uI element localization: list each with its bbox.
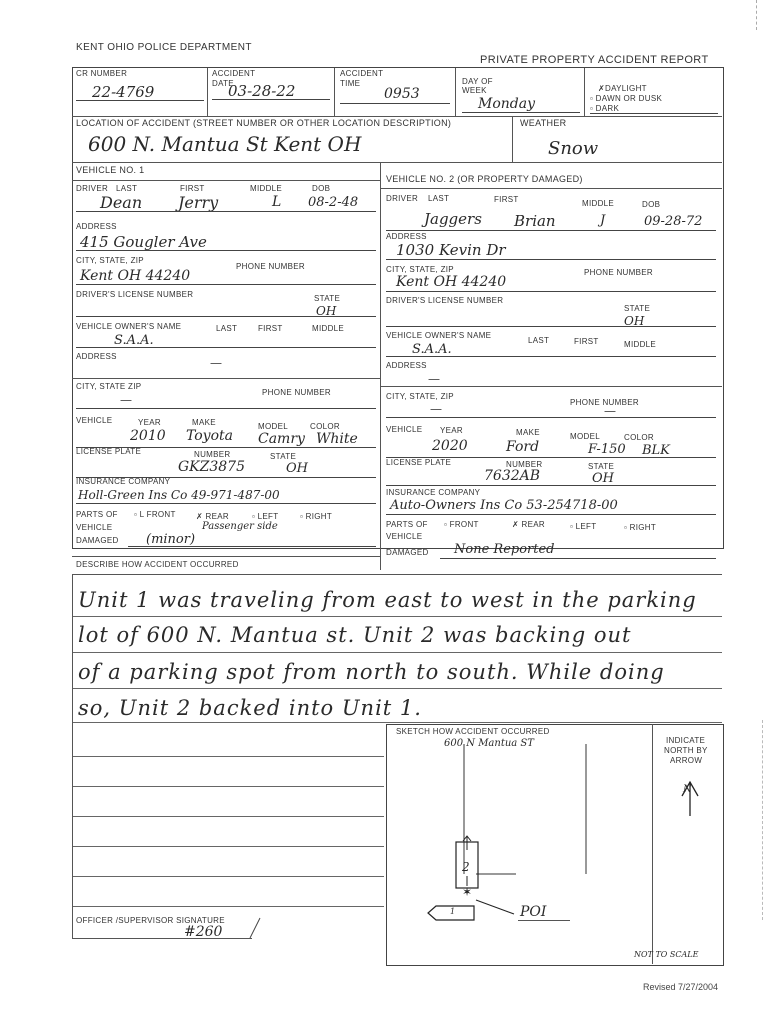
v2-color-label: COLOR <box>624 433 654 442</box>
v2-owner-label: VEHICLE OWNER'S NAME <box>386 331 492 340</box>
v1-owner-last-label: LAST <box>216 324 238 333</box>
v2-last-label: LAST <box>428 194 450 203</box>
cr-number-value: 22-4769 <box>92 83 155 101</box>
v1-part-front: ▫ L FRONT <box>134 510 176 519</box>
dow-label-1: DAY OF <box>462 77 493 86</box>
v2-insurance: Auto-Owners Ins Co 53-254718-00 <box>390 498 618 513</box>
v1-parts-label-3: DAMAGED <box>76 536 119 545</box>
v2-city-label: CITY, STATE, ZIP <box>386 265 454 274</box>
poi-star-icon: ✶ <box>461 885 473 899</box>
location-label: LOCATION OF ACCIDENT (STREET NUMBER OR OTHER LOCATION DESCRIPTION) <box>76 118 452 128</box>
v1-plate-number-label: NUMBER <box>194 450 231 459</box>
v2-make: Ford <box>506 439 540 455</box>
v1-damage: (minor) <box>146 532 196 547</box>
v2-plate-state-label: STATE <box>588 462 615 471</box>
v2-parts-label-3: DAMAGED <box>386 548 429 557</box>
v1-owner-first-label: FIRST <box>258 324 283 333</box>
v1-insurance: Holl-Green Ins Co 49-971-487-00 <box>78 488 280 502</box>
v1-phone-label: PHONE NUMBER <box>236 262 305 271</box>
x-mark-icon: ✗ <box>512 520 520 529</box>
v2-part-front: ▫ FRONT <box>444 520 479 529</box>
v1-driver-first: Jerry <box>178 193 219 212</box>
v1-owner-address-label: ADDRESS <box>76 352 117 361</box>
v1-driver-dob: 08-2-48 <box>308 195 359 210</box>
north-glyph: N <box>683 784 692 795</box>
light-daylight: ✗DAYLIGHT <box>598 84 647 93</box>
v1-parts-label-2: VEHICLE <box>76 523 113 532</box>
margin-mark <box>756 0 757 30</box>
v1-license-label: DRIVER'S LICENSE NUMBER <box>76 290 194 299</box>
date-label-2: DATE <box>212 79 234 88</box>
v2-plate-label: LICENSE PLATE <box>386 458 452 467</box>
v2-middle-label: MIDDLE <box>582 199 615 208</box>
v1-model: Camry <box>258 431 305 447</box>
v2-year-label: YEAR <box>440 426 463 435</box>
accident-date-value: 03-28-22 <box>228 82 296 100</box>
indicate-north-2: NORTH BY <box>664 746 708 755</box>
v1-license-state-label: STATE <box>314 294 341 303</box>
x-mark-icon: ✗ <box>196 512 204 521</box>
x-mark-icon: ✗ <box>598 84 606 93</box>
v2-plate-number: 7632AB <box>484 468 541 484</box>
v2-license-label: DRIVER'S LICENSE NUMBER <box>386 296 504 305</box>
v2-part-left: ▫ LEFT <box>570 522 597 531</box>
v1-part-left: ▫ LEFT <box>252 512 279 521</box>
v2-phone-label: PHONE NUMBER <box>584 268 653 277</box>
vehicle2-heading: VEHICLE NO. 2 (OR PROPERTY DAMAGED) <box>386 174 583 184</box>
v2-vehicle-label: VEHICLE <box>386 425 423 434</box>
v1-owner-middle-label: MIDDLE <box>312 324 345 333</box>
v2-owner: S.A.A. <box>412 342 452 357</box>
v1-vehicle-label: VEHICLE <box>76 416 113 425</box>
sketch-label: SKETCH HOW ACCIDENT OCCURRED <box>396 727 550 736</box>
v1-owner-city: — <box>120 393 132 407</box>
v2-address-label: ADDRESS <box>386 232 427 241</box>
v1-address-label: ADDRESS <box>76 222 117 231</box>
indicate-north-1: INDICATE <box>666 736 706 745</box>
v1-address: 415 Gougler Ave <box>80 233 207 251</box>
v1-plate-state: OH <box>286 461 308 476</box>
v2-part-rear: ✗ REAR <box>512 520 545 529</box>
v2-part-right: ▫ RIGHT <box>624 523 657 532</box>
v1-insurance-label: INSURANCE COMPANY <box>76 477 171 486</box>
v2-make-label: MAKE <box>516 428 540 437</box>
v1-dob-label: DOB <box>312 184 331 193</box>
poi-pointer <box>476 900 514 914</box>
v1-year: 2010 <box>130 428 166 444</box>
v2-owner-middle-label: MIDDLE <box>624 340 657 349</box>
v2-owner-city-label: CITY, STATE, ZIP <box>386 392 454 401</box>
v2-parts-label-1: PARTS OF <box>386 520 428 529</box>
v1-color-label: COLOR <box>310 422 340 431</box>
weather-label: WEATHER <box>520 118 567 128</box>
v1-plate-state-label: STATE <box>270 452 297 461</box>
v2-owner-city: — <box>430 402 442 416</box>
description-line-3: of a parking spot from north to south. While doing <box>78 660 665 684</box>
revised-date: Revised 7/27/2004 <box>643 982 719 992</box>
v2-driver-first: Brian <box>514 212 556 230</box>
sketch-location-note: 600 N Mantua ST <box>444 738 534 749</box>
v1-owner-address: — <box>210 356 222 370</box>
date-label-1: ACCIDENT <box>212 69 256 78</box>
v2-dob-label: DOB <box>642 200 661 209</box>
cr-number-label: CR NUMBER <box>76 69 128 78</box>
weather-value: Snow <box>548 138 599 159</box>
v2-model: F-150 <box>588 442 626 457</box>
signature-value: #260 <box>184 924 223 940</box>
v1-make: Toyota <box>186 428 233 444</box>
sketch-drawing <box>386 724 722 964</box>
v1-owner: S.A.A. <box>114 333 154 348</box>
margin-mark <box>762 720 763 920</box>
v2-driver-label: DRIVER <box>386 194 419 203</box>
poi-label: POI <box>520 904 547 920</box>
time-label-2: TIME <box>340 79 361 88</box>
v2-driver-middle: J <box>600 213 606 228</box>
v1-middle-label: MIDDLE <box>250 184 283 193</box>
v1-color: White <box>316 431 358 447</box>
v2-city: Kent OH 44240 <box>396 274 507 290</box>
v1-city: Kent OH 44240 <box>80 268 191 284</box>
v1-part-rear: ✗ REAR <box>196 512 229 521</box>
location-value: 600 N. Mantua St Kent OH <box>88 132 362 156</box>
description-line-2: lot of 600 N. Mantua st. Unit 2 was backing out <box>78 623 632 647</box>
v2-license-state: OH <box>624 314 645 328</box>
report-title: PRIVATE PROPERTY ACCIDENT REPORT <box>480 54 709 66</box>
v1-city-label: CITY, STATE, ZIP <box>76 256 144 265</box>
v1-owner-phone-label: PHONE NUMBER <box>262 388 331 397</box>
v2-model-label: MODEL <box>570 432 600 441</box>
v2-first-label: FIRST <box>494 195 519 204</box>
v1-license-state: OH <box>316 304 337 318</box>
department-name: KENT OHIO POLICE DEPARTMENT <box>76 42 252 53</box>
indicate-north-3: ARROW <box>670 756 703 765</box>
v2-parts-label-2: VEHICLE <box>386 532 423 541</box>
unit2-label: 2 <box>462 860 470 874</box>
v1-year-label: YEAR <box>138 418 161 427</box>
v1-model-label: MODEL <box>258 422 288 431</box>
v2-plate-state: OH <box>592 471 614 486</box>
v2-damage: None Reported <box>454 542 555 557</box>
vehicle1-heading: VEHICLE NO. 1 <box>76 165 145 175</box>
time-label-1: ACCIDENT <box>340 69 384 78</box>
v1-owner-city-label: CITY, STATE ZIP <box>76 382 142 391</box>
v1-parts-label-1: PARTS OF <box>76 510 118 519</box>
v2-owner-address-label: ADDRESS <box>386 361 427 370</box>
v1-parts-note: Passenger side <box>202 521 278 532</box>
cr-number-field <box>76 100 204 101</box>
v1-make-label: MAKE <box>192 418 216 427</box>
scale-note: NOT TO SCALE <box>634 950 699 959</box>
v2-owner-address: — <box>428 372 440 386</box>
accident-time-value: 0953 <box>384 86 420 102</box>
v2-owner-last-label: LAST <box>528 336 550 345</box>
v1-driver-last: Dean <box>100 193 143 212</box>
v2-color: BLK <box>642 443 670 458</box>
v2-plate-number-label: NUMBER <box>506 460 543 469</box>
v2-address: 1030 Kevin Dr <box>396 241 506 259</box>
dow-label-2: WEEK <box>462 86 487 95</box>
v2-owner-phone: — <box>604 404 616 418</box>
unit1-label: 1 <box>450 907 456 916</box>
v1-plate-label: LICENSE PLATE <box>76 447 142 456</box>
signature-slash <box>246 916 266 940</box>
light-dark: ▫ DARK <box>590 104 620 113</box>
signature-label: OFFICER /SUPERVISOR SIGNATURE <box>76 916 225 925</box>
v1-part-right: ▫ RIGHT <box>300 512 333 521</box>
v2-owner-first-label: FIRST <box>574 337 599 346</box>
v2-year: 2020 <box>432 438 468 454</box>
v2-license-state-label: STATE <box>624 304 651 313</box>
day-of-week-value: Monday <box>478 96 535 112</box>
v2-driver-last: Jaggers <box>424 210 482 228</box>
v1-owner-label: VEHICLE OWNER'S NAME <box>76 322 182 331</box>
v1-driver-label: DRIVER <box>76 184 109 193</box>
light-dawn-dusk: ▫ DAWN OR DUSK <box>590 94 663 103</box>
v2-owner-phone-label: PHONE NUMBER <box>570 398 639 407</box>
description-line-1: Unit 1 was traveling from east to west in the parking <box>78 588 697 612</box>
v2-insurance-label: INSURANCE COMPANY <box>386 488 481 497</box>
description-line-4: so, Unit 2 backed into Unit 1. <box>78 696 422 720</box>
v1-plate-number: GKZ3875 <box>178 459 245 475</box>
description-label: DESCRIBE HOW ACCIDENT OCCURRED <box>76 560 239 569</box>
v1-last-label: LAST <box>116 184 138 193</box>
v1-driver-middle: L <box>272 194 282 210</box>
v2-driver-dob: 09-28-72 <box>644 214 703 229</box>
v1-first-label: FIRST <box>180 184 205 193</box>
vehicle-divider <box>380 162 381 570</box>
